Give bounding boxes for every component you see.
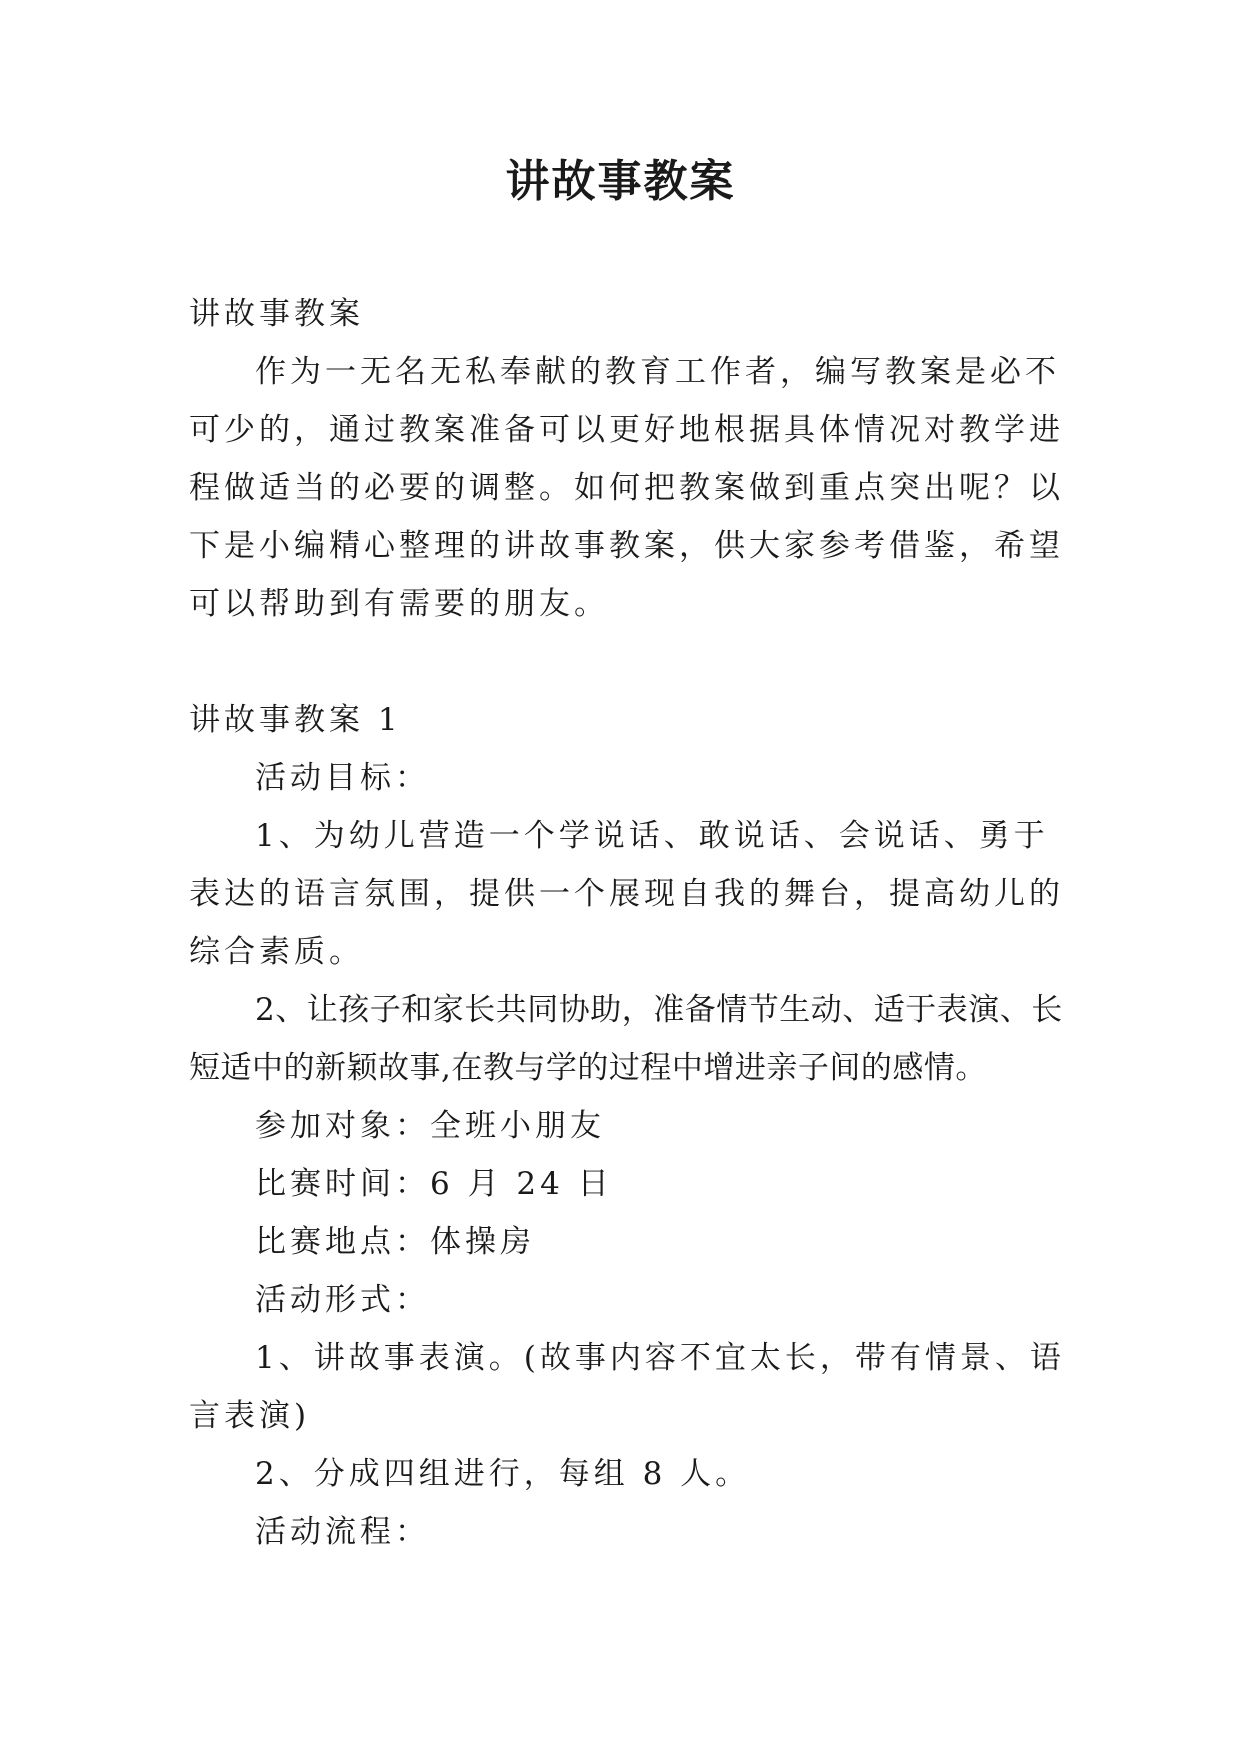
form-label: 活动形式： [255, 1282, 430, 1318]
form-item-1: 1、讲故事表演。(故事内容不宜太长，带有情景、语言表演) [189, 1340, 1065, 1434]
goal-item-2: 2、让孩子和家长共同协助，准备情节生动、适于表演、长短适中的新颖故事,在教与学的过程中增进亲子间的感情。 [189, 992, 1063, 1086]
location-line: 比赛地点：体操房 [255, 1224, 535, 1260]
document-subtitle: 讲故事教案 [189, 296, 364, 332]
time-line: 比赛时间：6 月 24 日 [255, 1166, 613, 1202]
goal-label: 活动目标： [255, 760, 430, 796]
form-item-2: 2、分成四组进行，每组 8 人。 [255, 1456, 751, 1492]
document-body [189, 285, 1069, 1561]
goal-item-1: 1、为幼儿营造一个学说话、敢说话、会说话、勇于表达的语言氛围，提供一个展现自我的舞台，提高幼儿的综合素质。 [189, 818, 1064, 970]
intro-paragraph: 作为一无名无私奉献的教育工作者，编写教案是必不可少的，通过教案准备可以更好地根据具体情况对教学进程做适当的必要的调整。如何把教案做到重点突出呢？以下是小编精心整理的讲故事教案，供大家参考借鉴，希望可以帮助到有需要的朋友。 [189, 354, 1064, 622]
document-title: 讲故事教案 [505, 156, 736, 207]
participants-line: 参加对象：全班小朋友 [255, 1108, 605, 1144]
paragraph-spacer [189, 633, 1069, 691]
section-heading: 讲故事教案 1 [189, 702, 402, 738]
process-label: 活动流程： [255, 1514, 430, 1550]
